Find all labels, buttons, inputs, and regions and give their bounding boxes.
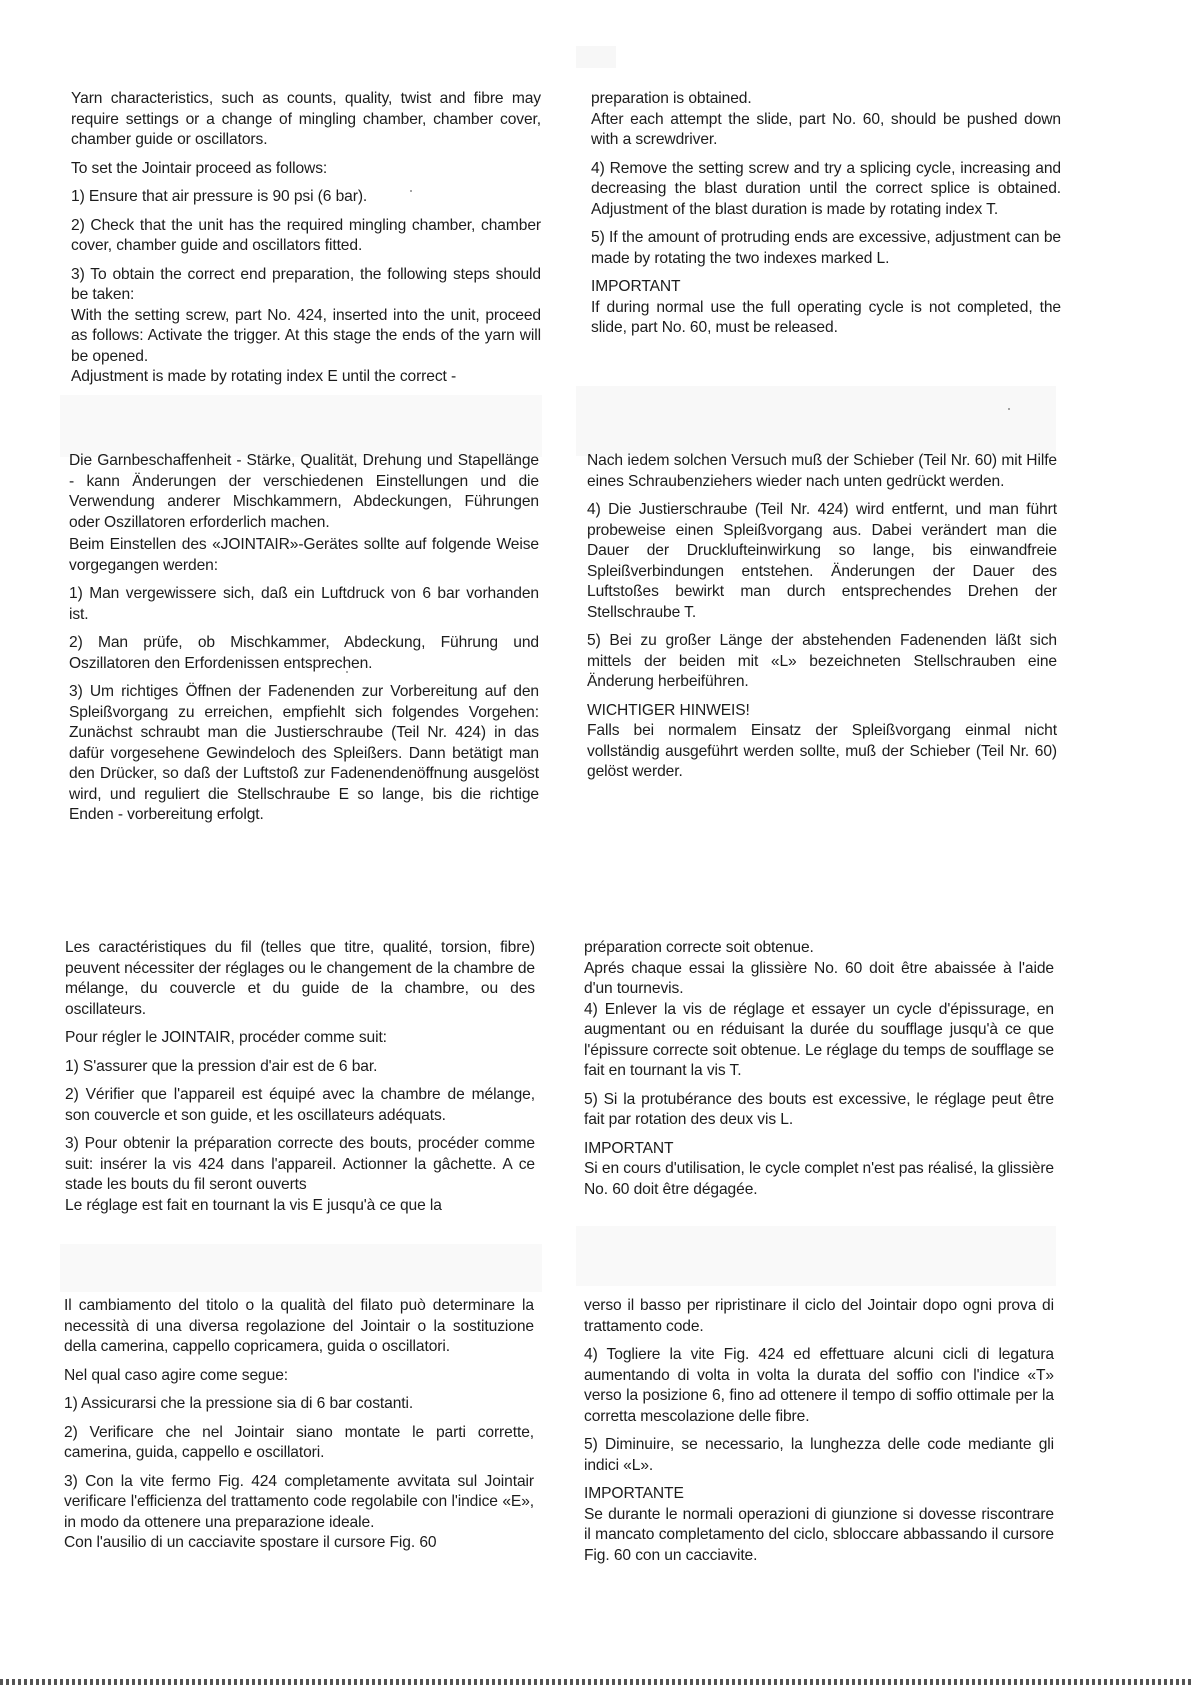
paragraph: 3) To obtain the correct end preparation, the following steps should be taken: xyxy=(71,265,541,303)
section-de-left xyxy=(69,451,539,826)
paragraph: 2) Man prüfe, ob Mischkammer, Abdeckung, Führung und Oszillatoren den Erfordenissen entsprechen. xyxy=(69,634,539,672)
paragraph: To set the Jointair proceed as follows: xyxy=(71,159,328,177)
paragraph: 3) Pour obtenir la préparation correcte des bouts, procéder comme suit: insérer la vis 424 dans l'appareil. Actionner la gâchette. A ce stade les bouts du fil seront ouverts xyxy=(65,1135,535,1193)
paragraph: 2) Vérifier que l'appareil est équipé avec la chambre de mélange, son couvercle et son guide, et les oscillateurs adéquats. xyxy=(65,1086,535,1124)
heading-important: WICHTIGER HINWEIS! xyxy=(587,701,750,719)
paragraph: preparation is obtained. xyxy=(591,90,752,107)
section-it-left xyxy=(64,1296,534,1554)
paragraph: 1) Man vergewissere sich, daß ein Luftdruck von 6 bar vorhanden ist. xyxy=(69,585,539,623)
section-en-left xyxy=(71,89,541,388)
section-fr-right xyxy=(584,938,1054,1200)
section-en-right xyxy=(591,89,1061,339)
paragraph: 4) Togliere la vite Fig. 424 ed effettuare alcuni cicli di legatura aumentando di volta in volta la durata del soffio con l'indice «T» verso la posizione 6, fino ad ottenere il tempo di soffio ottimale per la corretta mescolazione delle fibre. xyxy=(584,1346,1054,1425)
paragraph: Aprés chaque essai la glissière No. 60 doit être abaissée à l'aide d'un tournevis. xyxy=(584,959,1054,997)
paragraph: Nach iedem solchen Versuch muß der Schieber (Teil Nr. 60) mit Hilfe eines Schraubenziehers wieder nach unten gedrückt werden. xyxy=(587,452,1057,490)
paragraph: After each attempt the slide, part No. 60, should be pushed down with a screwdriver. xyxy=(591,110,1061,148)
paragraph: With the setting screw, part No. 424, inserted into the unit, proceed as follows: Activate the trigger. At this stage the ends of the yarn will be opened. xyxy=(71,306,541,365)
section-it-right xyxy=(584,1296,1054,1566)
paragraph: Die Garnbeschaffenheit - Stärke, Qualität, Drehung und Stapellänge - kann Änderungen der verschiedenen Einstellungen und die Verwendung anderer Mischkammern, Abdeckungen, Führungen oder Oszillatoren erforderlich machen. xyxy=(69,452,539,531)
paragraph: 5) If the amount of protruding ends are excessive, adjustment can be made by rotating the two indexes marked L. xyxy=(591,229,1061,267)
paragraph: 4) Die Justierschraube (Teil Nr. 424) wird entfernt, und man führt probeweise einen Spleißvorgang aus. Dabei verändert man die Dauer der Drucklufteinwirkung so lange, bis einwandfreie Spleißverbindungen entstehen. Änderungen der Dauer des Luftstoßes bewirkt man durch entsprechendes Drehen der Stellschraube T. xyxy=(587,501,1057,621)
paragraph: 1) Assicurarsi che la pressione sia di 6 bar costanti. xyxy=(64,1395,414,1412)
heading-important: IMPORTANTE xyxy=(584,1485,684,1502)
paragraph: 5) Si la protubérance des bouts est excessive, le réglage peut être fait par rotation des deux vis L. xyxy=(584,1090,1054,1128)
paragraph: 5) Bei zu großer Länge der abstehenden Fadenenden läßt sich mittels der beiden mit «L» bezeichneten Stellschrauben eine Änderung herbeiführen. xyxy=(587,632,1057,690)
paragraph: Il cambiamento del titolo o la qualità del filato può determinare la necessità di una diversa regolazione del Jointair o la sostituzione della camerina, cappello copricamera, guida o oscillatori. xyxy=(64,1297,534,1355)
paragraph: 4) Remove the setting screw and try a splicing cycle, increasing and decreasing the blast duration until the correct splice is obtained. Adjustment of the blast duration is made by rotating index T. xyxy=(591,159,1061,218)
paragraph: Se durante le normali operazioni di giunzione si dovesse riscontrare il mancato completamento del ciclo, sbloccare abbassando il cursore Fig. 60 con un cacciavite. xyxy=(584,1505,1054,1564)
paragraph: Le réglage est fait en tournant la vis E jusqu'à ce que la xyxy=(65,1196,442,1214)
paragraph: Beim Einstellen des «JOINTAIR»-Gerätes sollte auf folgende Weise vorgegangen werden: xyxy=(69,536,539,574)
paragraph: 1) Ensure that air pressure is 90 psi (6 bar). xyxy=(71,188,368,205)
paragraph: 4) Enlever la vis de réglage et essayer un cycle d'épissurage, en augmentant ou en réduisant la durée du soufflage jusqu'à ce que l'épissure correcte soit obtenue. Le réglage du temps de soufflage se fait en tournant la vis T. xyxy=(584,1000,1054,1079)
paragraph: 1) S'assurer que la pression d'air est de 6 bar. xyxy=(65,1057,378,1075)
paragraph: Les caractéristiques du fil (telles que titre, qualité, torsion, fibre) peuvent nécessiter der réglages ou le changement de la chambre de mélange, du couvercle et du guide de la chambre, ou des oscillateurs. xyxy=(65,939,535,1018)
paragraph: 3) Um richtiges Öffnen der Fadenenden zur Vorbereitung auf den Spleißvorgang zu erreichen, empfiehlt sich folgendes Vorgehen: Zunächst schraubt man die Justierschraube (Teil Nr. 424) in das dafür vorgesehene Gewindeloch des Spleißers. Dann betätigt man den Drücker, so daß der Luftstoß zur Fadenendenöffnung ausgelöst wird, und reguliert die Stellschraube E so lange, bis die richtige Enden - vorbereitung erfolgt. xyxy=(69,683,539,823)
paragraph: If during normal use the full operating cycle is not completed, the slide, part No. 60, must be released. xyxy=(591,298,1061,336)
heading-important: IMPORTANT xyxy=(591,278,681,295)
paragraph: Nel qual caso agire come segue: xyxy=(64,1366,289,1384)
paragraph: 3) Con la vite fermo Fig. 424 completamente avvitata sul Jointair verificare l'efficienza del trattamento code regolabile con l'indice «E», in modo da ottenere una preparazione ideale. xyxy=(64,1472,534,1531)
paragraph: Si en cours d'utilisation, le cycle complet n'est pas réalisé, la glissière No. 60 doit être dégagée. xyxy=(584,1160,1054,1198)
scan-edge xyxy=(0,1679,1192,1685)
section-de-right xyxy=(587,451,1057,783)
paragraph: 2) Verificare che nel Jointair siano montate le parti corrette, camerina, guida, cappello e oscillatori. xyxy=(64,1423,534,1461)
section-fr-left xyxy=(65,938,535,1216)
paragraph: verso il basso per ripristinare il ciclo del Jointair dopo ogni prova di trattamento code. xyxy=(584,1297,1054,1335)
paragraph: Con l'ausilio di un cacciavite spostare il cursore Fig. 60 xyxy=(64,1534,437,1551)
paragraph: 2) Check that the unit has the required mingling chamber, chamber cover, chamber guide and oscillators fitted. xyxy=(71,216,541,254)
paragraph: 5) Diminuire, se necessario, la lunghezza delle code mediante gli indici «L». xyxy=(584,1436,1054,1474)
heading-important: IMPORTANT xyxy=(584,1139,674,1157)
paragraph: Yarn characteristics, such as counts, quality, twist and fibre may require settings or a change of mingling chamber, chamber cover, chamber guide or oscillators. xyxy=(71,90,541,148)
paragraph: Pour régler le JOINTAIR, procéder comme suit: xyxy=(65,1029,387,1046)
paragraph: Falls bei normalem Einsatz der Spleißvorgang einmal nicht vollständig ausgeführt werden sollte, muß der Schieber (Teil Nr. 60) gelöst werder. xyxy=(587,722,1057,780)
paragraph: Adjustment is made by rotating index E until the correct - xyxy=(71,368,457,385)
paragraph: préparation correcte soit obtenue. xyxy=(584,939,814,956)
